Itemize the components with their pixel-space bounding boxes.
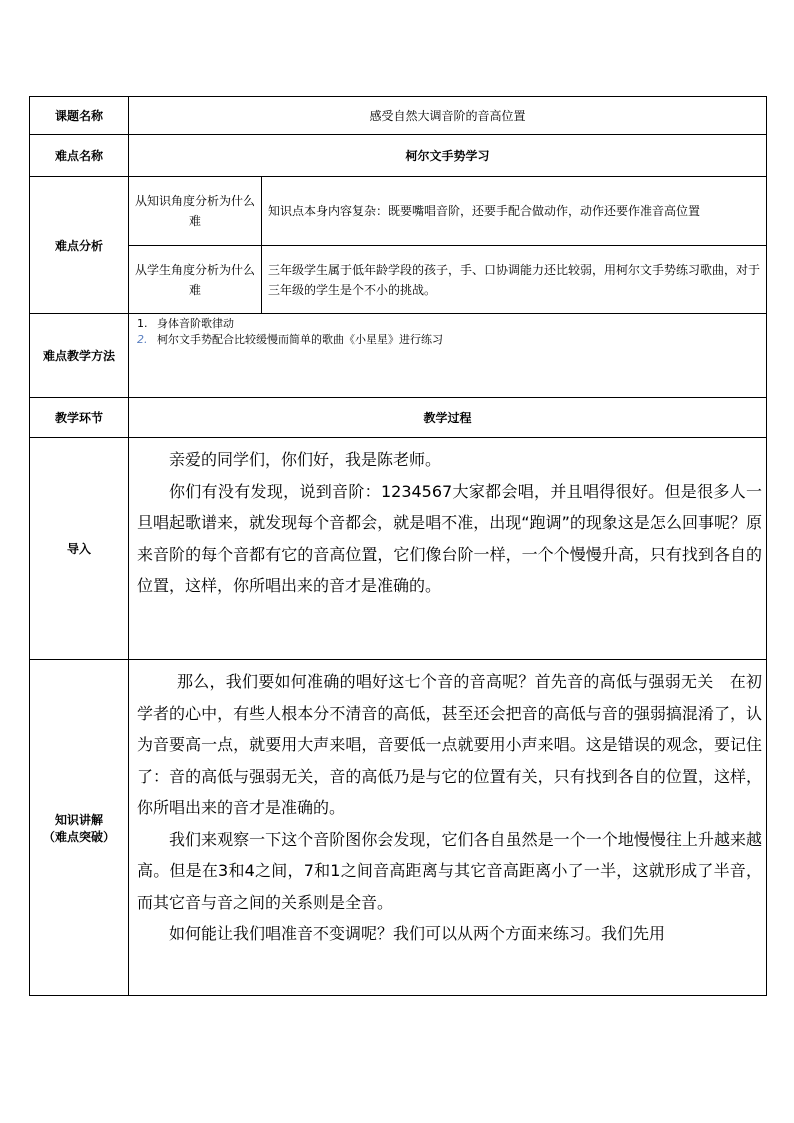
knowledge-content [129,660,767,996]
intro-paragraph: 你们有没有发现，说到音阶：1234567大家都会唱，并且唱得很好。但是很多人一旦唱起歌谱来，就发现每个音都会，就是唱不准，出现“跑调”的现象这是怎么回事呢？原来音阶的每个音都有它的音高位置，它们像台阶一样，一个个慢慢升高，只有找到各自的位置，这样，你所唱出来的音才是准确的。 [137,481,763,595]
method-number: 2. [137,333,148,346]
method-item [137,332,760,348]
method-item [137,316,760,332]
analysis-student-row [30,246,767,314]
knowledge-label [30,660,129,996]
knowledge-paragraph: 那么，我们要如何准确的唱好这七个音的音高呢？首先音的高低与强弱无关 在初学者的心中，有些人根本分不清音的高低，甚至还会把音的高低与音的强弱搞混淆了，认为音要高一点，就要用大声来唱，音要低一点就要用小声来唱。这是错误的观念，要记住了：音的高低与强弱无关，音的高低乃是与它的位置有关，只有找到各自的位置，这样，你所唱出来的音才是准确的。 [137,672,763,817]
difficulty-row [30,135,767,177]
method-text: 身体音阶歌律动 [157,317,234,330]
method-number: 1. [137,317,148,330]
student-angle-value: 三年级学生属于低年龄学段的孩子，手、口协调能力还比较弱，用柯尔文手势练习歌曲，对于三年级的学生是个不小的挑战。 [262,246,767,314]
methods-list [129,314,767,398]
knowledge-angle-value: 知识点本身内容复杂：既要嘴唱音阶，还要手配合做动作，动作还要作准音高位置 [262,177,767,246]
knowledge-label-main: 知识讲解 [54,812,103,827]
stage-header: 教学环节 [30,398,129,438]
topic-row [30,97,767,135]
knowledge-label-sub: （难点突破） [42,829,115,844]
intro-label: 导入 [30,438,129,660]
intro-paragraph: 亲爱的同学们，你们好，我是陈老师。 [169,450,442,469]
knowledge-row [30,660,767,996]
knowledge-paragraph: 如何能让我们唱准音不变调呢？我们可以从两个方面来练习。我们先用 [169,924,666,943]
methods-row [30,314,767,398]
analysis-knowledge-row [30,177,767,246]
analysis-label: 难点分析 [30,177,129,314]
intro-content [129,438,767,660]
methods-label: 难点教学方法 [30,314,129,398]
knowledge-angle-label: 从知识角度分析为什么难 [129,177,262,246]
difficulty-label: 难点名称 [30,135,129,177]
method-text: 柯尔文手势配合比较缓慢而简单的歌曲《小星星》进行练习 [157,333,443,346]
intro-row [30,438,767,660]
process-header-row [30,398,767,438]
knowledge-paragraph: 我们来观察一下这个音阶图你会发现，它们各自虽然是一个一个地慢慢往上升越来越高。但是在3和4之间，7和1之间音高距离与其它音高距离小了一半，这就形成了半音，而其它音与音之间的关系则是全音。 [137,829,763,912]
topic-value: 感受自然大调音阶的音高位置 [129,97,767,135]
process-header: 教学过程 [129,398,767,438]
student-angle-label: 从学生角度分析为什么难 [129,246,262,314]
difficulty-value: 柯尔文手势学习 [129,135,767,177]
lesson-table [29,96,767,996]
topic-label: 课题名称 [30,97,129,135]
